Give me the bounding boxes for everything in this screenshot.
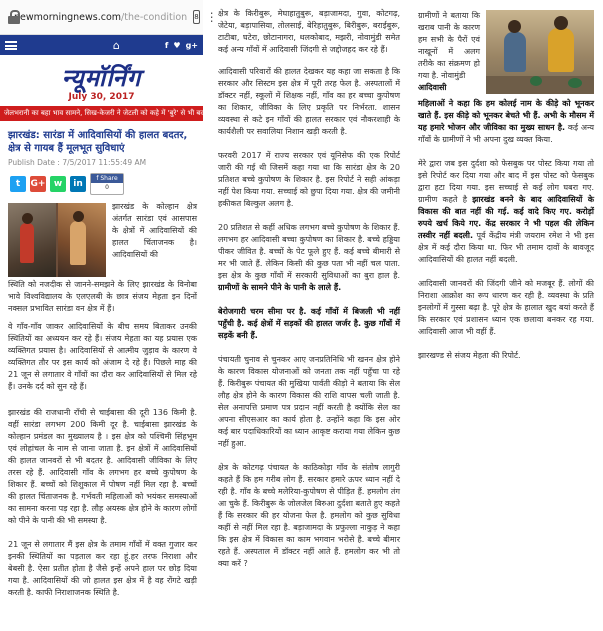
tab-switcher-icon[interactable]: 8 bbox=[193, 10, 199, 24]
article-headline: झारखंड: सारंडा में आदिवासियों की हालत बदतर, क्षेत्र से गायब हैं मूलभूत सुविधाएं bbox=[8, 130, 188, 154]
paragraph: बेरोजगारी चरम सीमा पर है. कई गाँवों में बिजली भी नहीं पहुँची है. कई क्षेत्रों में सड़कों की हालत जर्जर है. कुछ गाँवों में सड़कें बनी हैं. bbox=[218, 307, 400, 340]
paragraph: ग्रामीणों ने बताया कि खराब पानी के कारण हम सभी के पैरों एवं नाखूनों में अलग तरीके का संक्रमण हो गया है. नोवामुंडी आदिवासी bbox=[418, 10, 594, 94]
hamburger-menu-icon[interactable] bbox=[5, 41, 17, 50]
paragraph: वे गाँव-गाँव जाकर आदिवासियों के बीच समय बिताकर उनकी स्थितियों का अध्ययन कर रहे हैं। संजय मेहता का यह प्रयास एक व्यक्तिगत प्रयास है। आदिवासियों से आत्मीय जुड़ाव के कारण वे व्यक्तिगत तौर पर इस कार्य को अंजाम दे रहे हैं। पिछले माह की 21 जून से लगातार वे गाँवों का दौरा कर आदिवासियों से मिल रहे हैं। उनके दर्द को सुन रहे हैं। bbox=[8, 322, 197, 391]
facebook-icon[interactable]: f bbox=[164, 40, 169, 50]
paragraph: मेरे द्वारा जब इस दुर्दशा को फेसबुक पर पोस्ट किया गया तो इसे रिपोर्ट कर दिया गया और बाद में इस पोस्ट को फेसबुक द्वारा हटा दिया गया. इस सच्चाई से कई लोग घबरा गए. ग्रामीण कहते है झारखंड बनने के बाद आदिवासियों के विकास की बात नहीं की गई. कई वादे किए गए. करोड़ों रुपये खर्च किये गए. केंद्र सरकार ने भी पहल की लेकिन तस्वीर नहीं बदली. पूर्व केंद्रीय मंत्री जयराम रमेश ने भी इस क्षेत्र में कई दौरा किया था. फिर भी तमाम दावों के बावजूद आदिवासियों की हालत नहीं बदली. bbox=[418, 159, 595, 264]
paragraph: पंचायती चुनाव से चुनकर आए जनप्रतिनिधि भी खनन क्षेत्र होने के कारण विकास योजनाओं को जनता तक नहीं पहुँचा पा रहे हैं. किरीबुरू पंचायत की मुखिया पार्वती कीड़ो ने बताया कि सेल लौह क्षेत्र होने के कारण विकास की राशि वापस चली जाती है. सेल अनापत्ति प्रमाण पत्र प्रदान नहीं करती है क्योंकि सेल का अपना सीएसआर का कार्य होता है. उन्होंने कहा कि इस ओर कई बार पदाधिकारियों का ध्यान आकृष्ट कराया गया लेकिन कुछ नहीं हुआ. bbox=[218, 355, 400, 448]
more-vert-icon[interactable]: ⋮ bbox=[205, 10, 218, 24]
paragraph: आदिवासी जानवरों की जिंदगी जीने को मजबूर हैं. लोगों की निराशा आक्रोश का रूप धारण कर रही है. व्यवस्था के प्रति इनलोगों में गुस्सा बढ़ा है. पूरे क्षेत्र के हालात खुद बयां करते हैं कि सरकार एवं प्रशासन ध्यान एक छलावा बनकर रह गया. आदिवासी आज भी वहीं हैं. bbox=[418, 279, 594, 336]
paragraph: फरवरी 2017 में राज्य सरकार एवं यूनिसेफ की एक रिपोर्ट जारी की गई थी जिसमें कहा गया था कि सारंडा क्षेत्र के 20 प्रतिशत बच्चे कुपोषण के शिकार है. इस रिपोर्ट ने सही आंकड़ा नहीं पेश किया गया. सच्चाई को छुपा दिया गया. क्षेत्र की जमीनी हकीकत बिल्कुल अलग है. bbox=[218, 151, 400, 208]
middle-column bbox=[210, 0, 406, 631]
news-ticker[interactable]: जेलभरानी का बहा भाव सामने, सिख-केजरी ने जेटली को कहे में 'बुरे' से भी बदतर समय bbox=[0, 106, 203, 121]
paragraph: महिलाओं ने कहा कि हम कोलई नाम के कीड़े को भूनकर खाते हैं. इस कीड़े को भूनकर बेचते भी हैं. अभी के मौसम में यह हमारे भोजन और जीविका का मुख्य साधन है. कई अन्य गाँवों के ग्रामीणों ने भी अपना दुख व्यक्त किया. bbox=[418, 99, 594, 144]
right-column bbox=[410, 0, 600, 631]
browser-url-bar[interactable] bbox=[0, 0, 218, 35]
women-selling-insects-photo bbox=[486, 10, 594, 94]
left-column bbox=[0, 0, 227, 631]
reporter-credit: झारखण्ड से संजय मेहता की रिपोर्ट. bbox=[418, 351, 521, 360]
logo-text: न्यूमॉर्निंग bbox=[61, 63, 142, 92]
google-plus-icon[interactable]: g+ bbox=[185, 40, 198, 50]
paragraph: स्थिति को नजदीक से जानने-समझने के लिए झारखंड के विनोबा भावे विश्वविद्यालय के एलएलबी के छात्र संजय मेहता इन दिनों नक्सल प्रभावित सारंडा वन क्षेत्र में हैं। bbox=[8, 280, 197, 313]
url-text[interactable]: newmorningnews.com/the-condition bbox=[14, 11, 188, 23]
site-date: July 30, 2017 bbox=[68, 92, 135, 102]
twitter-icon[interactable]: ♥ bbox=[173, 40, 181, 50]
site-logo[interactable] bbox=[0, 61, 203, 102]
children-photo bbox=[8, 203, 106, 277]
twitter-share-button[interactable]: t bbox=[10, 176, 26, 192]
site-navbar bbox=[0, 35, 203, 55]
article-body-col1 bbox=[0, 201, 203, 599]
google-share-button[interactable]: G+ bbox=[30, 176, 46, 192]
paragraph: क्षेत्र के किरीबुरू, मेघाहातुबुरू, बड़ाजामदा, गुवा, कोटगढ़, जेटेया, बड़ापासिया, तोलसाई, बेरिहातुबुरू, बिरीबुरू, बराईबुरू, टाटीबा, घटेरा, छोटानागरा, थलकोबाद, मझरी, नोवामुंडी समेत कई अन्य गाँवों में आदिवासी जिंदगी से जद्दोजहद कर रहे हैं। bbox=[218, 9, 400, 54]
paragraph: झारखंड के कोल्हान क्षेत्र अंतर्गत सारंडा एवं आसपास के क्षेत्रों में आदिवासियों की हालत चिंताजनक है। आदिवासियों की bbox=[8, 201, 197, 261]
facebook-share-button[interactable]: f Share 0 bbox=[90, 173, 124, 195]
share-bar bbox=[10, 173, 203, 195]
paragraph: आदिवासी परिवारों की हालत देखकर यह कहा जा सकता है कि सरकार और सिस्टम इस क्षेत्र में पूरी तरह फेल है. अस्पतालों में डॉक्टर नहीं, स्कूलों में शिक्षक नहीं, गाँव का हर बच्चा कुपोषण का शिकार, जीविका के लिए प्रकृति पर निर्भरता. शासन व्यवस्था से कटे इन गाँवों की हालत सरकार एवं नौकरशाही के कार्यशैली पर सवालिया निशान खड़ी करती है. bbox=[218, 67, 400, 136]
paragraph: झारखंड की राजधानी राँची से चाईबासा की दूरी 136 किमी है. वहीं सारंडा लगभग 200 किमी दूर है. चाईबासा झारखंड के कोल्हान प्रमंडल का मुख्यालय है । इस क्षेत्र को पश्चिमी सिंहभूम एवं लोहांचल के नाम से जाना जाता है. इन क्षेत्रों में आदिवासियों की हालत जानवरों से भी बदतर है. आदिवासी जीविका के लिए तरस रहे हैं. आदिवासी गाँव के लगभग हर बच्चे कुपोषण के शिकार हैं. बच्चों को शिशुकाल में पोषण नहीं मिल रहा है. बच्चों की हालत चिंताजनक है. गर्भवती महिलाओं को भयंकर समस्याओं का सामना करना पड़ रहा है. लौह अयस्क क्षेत्र होने के कारण लोगों को पीने के पानी की भी समस्या है. bbox=[8, 408, 197, 525]
linkedin-share-button[interactable]: in bbox=[70, 176, 86, 192]
paragraph: 21 जून से लगातार मैं इस क्षेत्र के तमाम गाँवों में वक्त गुजार कर इनकी स्थितियों का पड़ताल कर रहा हूं.हर तरफ निराशा और बेबसी है. ऐसा प्रतीत होता है जैसे इन्हें अपने हाल पर छोड़ दिया गया है. आदिवासियों की जो हालत इस क्षेत्र में है वह रोंगटे खड़ी करती है. काफी निराशाजनक स्थिति है. bbox=[8, 540, 197, 597]
paragraph: 20 प्रतिशत से कहीं अधिक लगभग बच्चे कुपोषण के शिकार हैं. लगभग हर आदिवासी बच्चा कुपोषण का शिकार है. बच्चे हड्डिया पीकर जीवित है. बच्चों के पेट फूले हुए हैं. कई बच्चे बीमारी से मर भी जाते हैं. लेकिन किसी की कुछ पता भी नहीं चल पाता. इस क्षेत्र के कुछ गाँवों में सरकारी सुविधाओं का बुरा हाल है. ग्रामीणों के सामने पीने के पानी के लाले हैं. bbox=[218, 223, 400, 292]
whatsapp-share-button[interactable]: w bbox=[50, 176, 66, 192]
publish-date: Publish Date : 7/5/2017 11:55:49 AM bbox=[8, 158, 147, 167]
paragraph: क्षेत्र के कोटगढ़ पंचायत के काठिकोड़ा गाँव के संतोष लागुरी कहते हैं कि हम गरीब लोग हैं. सरकार हमारे ऊपर ध्यान नहीं दे रही है. गाँव के बच्चे मलेरिया-कुपोषण से पीड़ित हैं. हमलोग तंग आ चुके हैं. किरीबुरू के जोलजेल बिरुआ दुर्दशा बताते हुए कहते हैं कि सरकार की हर योजना फेल है. हमलोग को कुछ सुविधा कहीं से नहीं मिल रहा है. बड़ाजामदा के प्रफुल्ला नाकुड़ ने कहा कि इस क्षेत्र में विकास का काम भगवान भरोसे है. बच्चे बीमार रहते हैं. अस्पताल में डॉक्टर नहीं आते हैं. हमलोग कर भी तो क्या करें ? bbox=[218, 463, 400, 568]
home-icon[interactable]: ⌂ bbox=[112, 38, 120, 52]
